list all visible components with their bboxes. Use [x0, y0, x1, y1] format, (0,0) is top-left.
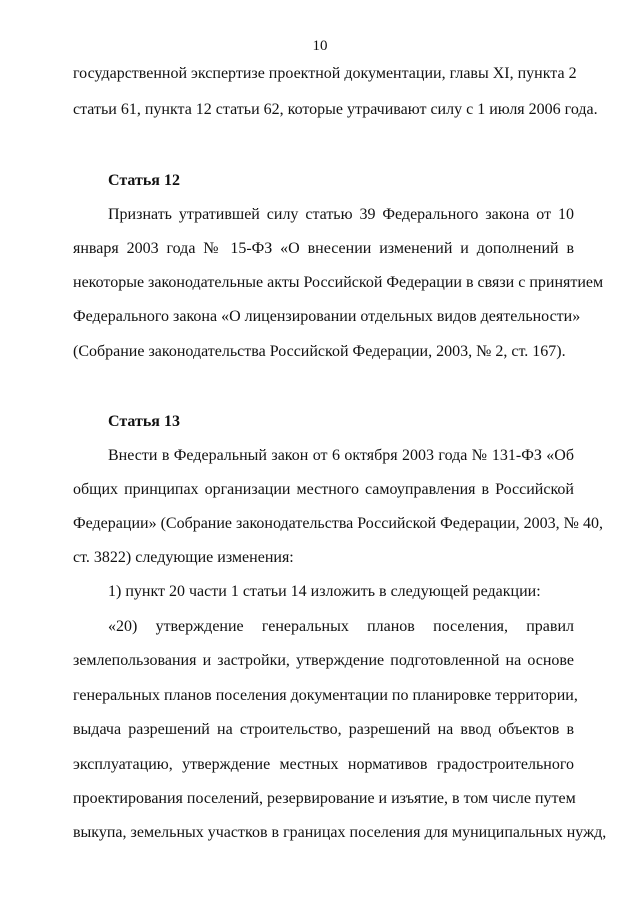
- page-number: 10: [312, 38, 328, 54]
- quote-line-6: проектирования поселений, резервирование и изъятие, в том числе путем: [73, 790, 576, 807]
- article-12-line-1: Признать утратившей силу статью 39 Федерального закона от 10: [108, 206, 574, 223]
- article-13-heading: Статья 13: [108, 413, 180, 430]
- article-13-intro-line-2: общих принципах организации местного самоуправления в Российской: [73, 481, 574, 498]
- article-13-intro-line-4: ст. 3822) следующие изменения:: [73, 549, 294, 566]
- article-12-line-2: января 2003 года № 15-ФЗ «О внесении изменений и дополнений в: [73, 240, 574, 257]
- article-12-heading: Статья 12: [108, 172, 180, 189]
- intro-line-2: статьи 61, пункта 12 статьи 62, которые утрачивают силу с 1 июля 2006 года.: [73, 101, 598, 118]
- article-13-item-1: 1) пункт 20 части 1 статьи 14 изложить в следующей редакции:: [108, 583, 541, 600]
- article-13-intro-line-1: Внести в Федеральный закон от 6 октября 2003 года № 131-ФЗ «Об: [108, 447, 574, 464]
- article-12-line-4: Федерального закона «О лицензировании отдельных видов деятельности»: [73, 308, 581, 325]
- quote-line-7: выкупа, земельных участков в границах поселения для муниципальных нужд,: [73, 824, 607, 841]
- quote-line-4: выдача разрешений на строительство, разрешений на ввод объектов в: [73, 721, 574, 738]
- quote-line-5: эксплуатацию, утверждение местных нормативов градостроительного: [73, 756, 574, 773]
- intro-line-1: государственной экспертизе проектной документации, главы XI, пункта 2: [73, 65, 577, 82]
- article-12-line-5: (Собрание законодательства Российской Федерации, 2003, № 2, ст. 167).: [73, 343, 566, 360]
- quote-line-1: «20) утверждение генеральных планов поселения, правил: [108, 618, 574, 635]
- article-12-line-3: некоторые законодательные акты Российской Федерации в связи с принятием: [73, 274, 604, 291]
- article-13-intro-line-3: Федерации» (Собрание законодательства Российской Федерации, 2003, № 40,: [73, 515, 603, 532]
- quote-line-2: землепользования и застройки, утверждение подготовленной на основе: [73, 652, 574, 669]
- quote-line-3: генеральных планов поселения документации по планировке территории,: [73, 687, 578, 704]
